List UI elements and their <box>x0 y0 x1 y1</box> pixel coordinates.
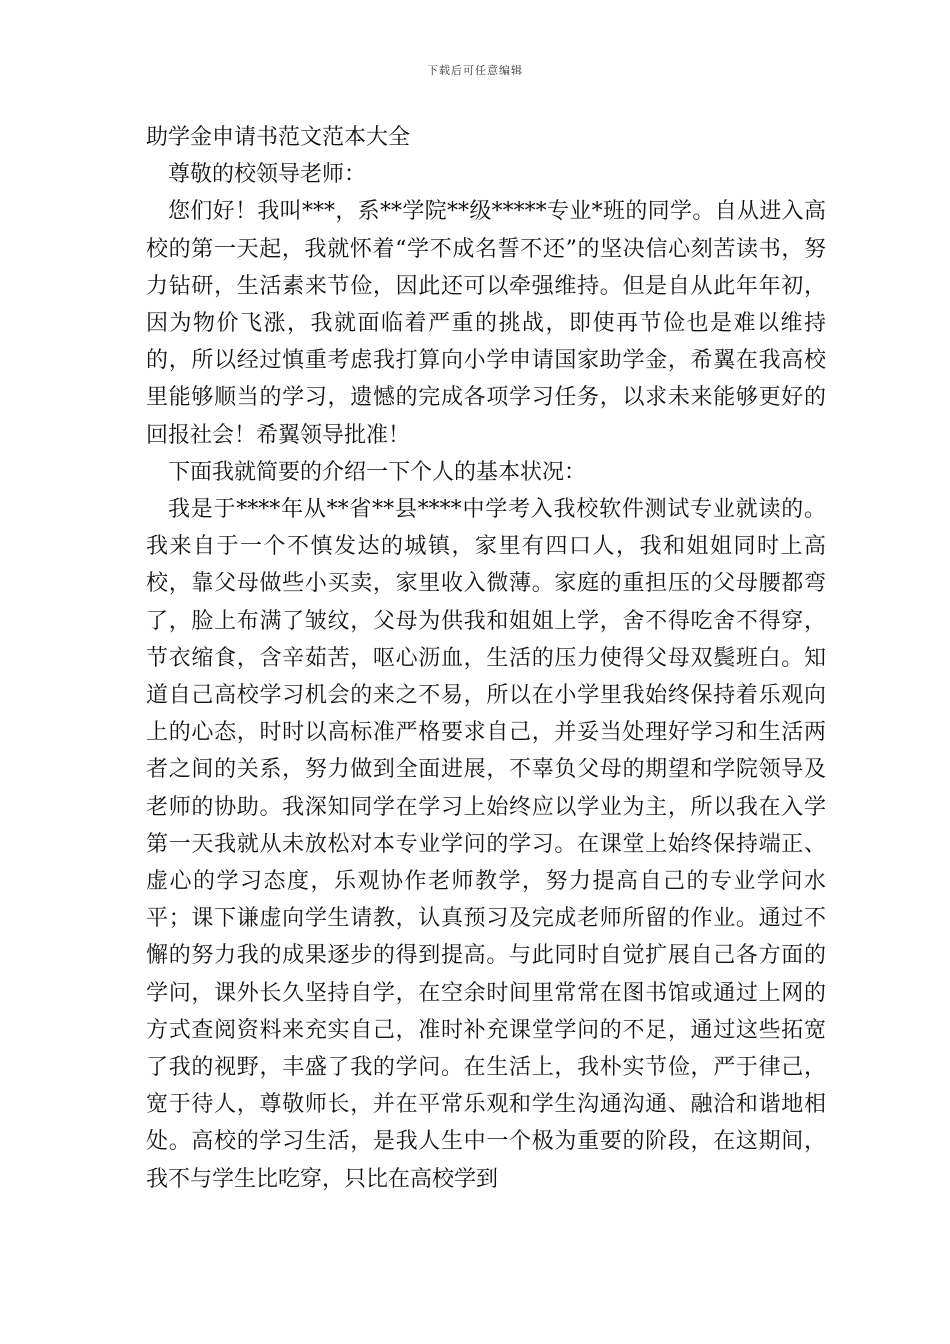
paragraph-background: 我是于****年从**省**县****中学考入我校软件测试专业就读的。我来自于一个不慎发达的城镇，家里有四口人，我和姐姐同时上高校，靠父母做些小买卖，家里收入微薄。家庭的重担压的父母腰都弯了，脸上布满了皱纹，父母为供我和姐姐上学，舍不得吃舍不得穿，节衣缩食，含辛茹苦，呕心沥血，生活的压力使得父母双鬓班白。知道自己高校学习机会的来之不易，所以在小学里我始终保持着乐观向上的心态，时时以高标准严格要求自己，并妥当处理好学习和生活两者之间的关系，努力做到全面进展，不辜负父母的期望和学院领导及老师的协助。我深知同学在学习上始终应以学业为主，所以我在入学第一天我就从未放松对本专业学问的学习。在课堂上始终保持端正、虚心的学习态度，乐观协作老师教学，努力提高自己的专业学问水平；课下谦虚向学生请教，认真预习及完成老师所留的作业。通过不懈的努力我的成果逐步的得到提高。与此同时自觉扩展自己各方面的学问，课外长久坚持自学，在空余时间里常常在图书馆或通过上网的方式查阅资料来充实自己，准时补充课堂学问的不足，通过这些拓宽了我的视野，丰盛了我的学问。在生活上，我朴实节俭，严于律己，宽于待人，尊敬师长，并在平常乐观和学生沟通沟通、融洽和谐地相处。高校的学习生活，是我人生中一个极为重要的阶段，在这期间，我不与学生比吃穿，只比在高校学到 <box>146 497 826 1192</box>
document-title: 助学金申请书范文范本大全 <box>146 125 411 150</box>
paragraph-intro: 您们好！我叫***，系**学院**级*****专业*班的同学。自从进入高校的第一天起，我就怀着“学不成名誓不还”的坚决信心刻苦读书，努力钻研，生活素来节俭，因此还可以牵强维持。但是自从此年年初，因为物价飞涨，我就面临着严重的挑战，即使再节俭也是难以维持的，所以经过慎重考虑我打算向小学申请国家助学金，希翼在我高校里能够顺当的学习，遗憾的完成各项学习任务，以求未来能够更好的回报社会！希翼领导批准！ <box>146 199 826 448</box>
page-header: 下载后可任意编辑 <box>427 64 523 77</box>
salutation: 尊敬的校领导老师： <box>168 162 367 188</box>
document-body <box>146 119 826 1198</box>
paragraph-transition: 下面我就简要的介绍一下个人的基本状况： <box>168 459 587 485</box>
